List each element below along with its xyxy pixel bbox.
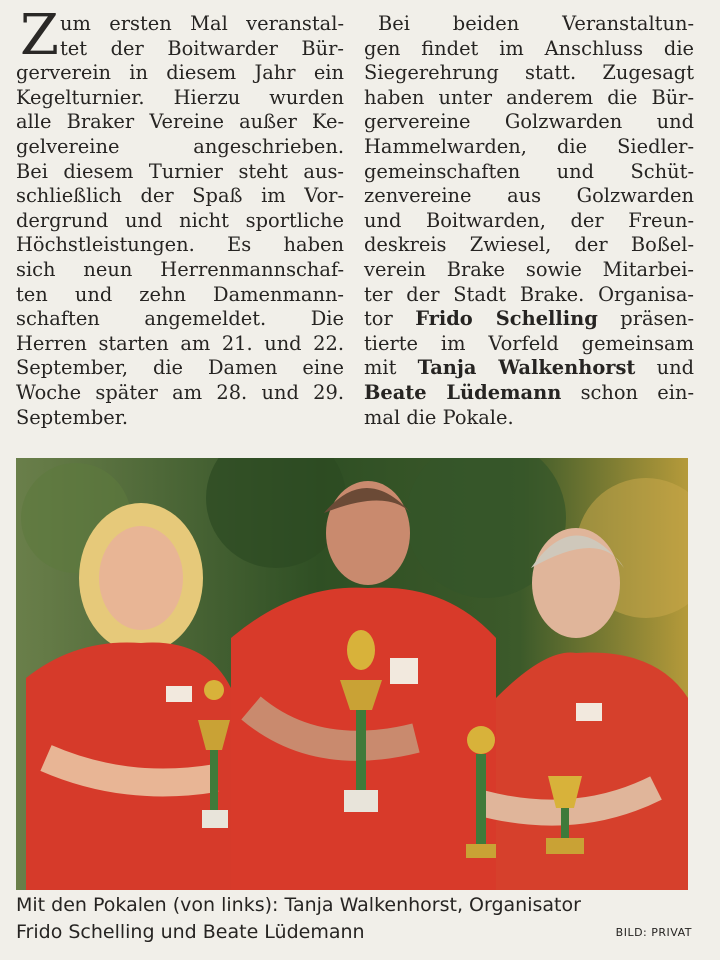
text-line: Höchstleistungen. Es haben xyxy=(16,233,344,257)
text-fragment: mit xyxy=(364,356,418,380)
text-line: Bei diesem Turnier steht aus- xyxy=(16,159,344,183)
text-line: Kegelturnier. Hierzu wurden xyxy=(16,85,344,109)
text-line: dergrund und nicht sportliche xyxy=(16,208,344,232)
news-photo xyxy=(16,458,688,890)
text-line xyxy=(364,307,694,332)
text-line: September. xyxy=(16,405,129,429)
text-fragment: präsen- xyxy=(597,307,695,331)
text-line: gemeinschaften und Schüt- xyxy=(364,159,694,183)
text-line: schaften angemeldet. Die xyxy=(16,307,344,331)
text-line: gerverein in diesem Jahr ein xyxy=(16,61,344,85)
text-line xyxy=(364,381,694,406)
text-line: ter der Stadt Brake. Organisa- xyxy=(364,282,694,306)
caption-line: Mit den Pokalen (von links): Tanja Walkenhorst, Organisator xyxy=(16,894,581,916)
photo-illustration xyxy=(16,458,688,890)
text-line: gervereine Golzwarden und xyxy=(364,110,694,134)
text-line: alle Braker Vereine außer Ke- xyxy=(16,110,344,134)
text-line: deskreis Zwiesel, der Boßel- xyxy=(364,233,694,257)
person-name-tanja: Tanja Walkenhorst xyxy=(417,356,636,380)
text-line: haben unter anderem die Bür- xyxy=(364,85,694,109)
photo-caption xyxy=(16,892,694,946)
text-line: Hammelwarden, die Siedler- xyxy=(364,134,694,158)
drop-cap: Z xyxy=(20,3,59,68)
text-line: gen findet im Anschluss die xyxy=(364,36,694,60)
caption-line: Frido Schelling und Beate Lüdemann xyxy=(16,921,365,943)
text-line: Siegerehrung statt. Zugesagt xyxy=(364,61,694,85)
person-name-frido: Frido Schelling xyxy=(415,307,598,331)
text-line: September, die Damen eine xyxy=(16,356,344,380)
text-line: und Boitwarden, der Freun- xyxy=(364,208,694,232)
text-fragment: tor xyxy=(364,307,416,331)
text-line: ten und zehn Damenmann- xyxy=(16,282,344,306)
text-line: Bei beiden Veranstaltun- xyxy=(378,12,694,35)
text-line: Woche später am 28. und 29. xyxy=(16,380,344,404)
text-line: um ersten Mal veranstal- xyxy=(60,12,344,35)
article-column-left xyxy=(16,12,344,430)
text-line: gelvereine angeschrieben. xyxy=(16,134,344,158)
text-fragment: und xyxy=(635,356,695,380)
text-line: zenvereine aus Golzwarden xyxy=(364,184,694,208)
text-fragment: schon ein- xyxy=(561,380,694,404)
person-name-beate: Beate Lüdemann xyxy=(364,380,562,404)
text-line: tierte im Vorfeld gemeinsam xyxy=(364,331,694,355)
text-line: mal die Pokale. xyxy=(364,405,514,429)
article-column-right xyxy=(364,12,694,430)
photo-credit: BILD: PRIVAT xyxy=(615,926,692,939)
text-line: verein Brake sowie Mitarbei- xyxy=(364,257,694,281)
text-line: sich neun Herrenmannschaf- xyxy=(16,257,344,281)
text-line: Herren starten am 21. und 22. xyxy=(16,331,344,355)
text-line: schließlich der Spaß im Vor- xyxy=(16,184,344,208)
text-line xyxy=(364,356,694,381)
text-line: tet der Boitwarder Bür- xyxy=(60,36,344,60)
